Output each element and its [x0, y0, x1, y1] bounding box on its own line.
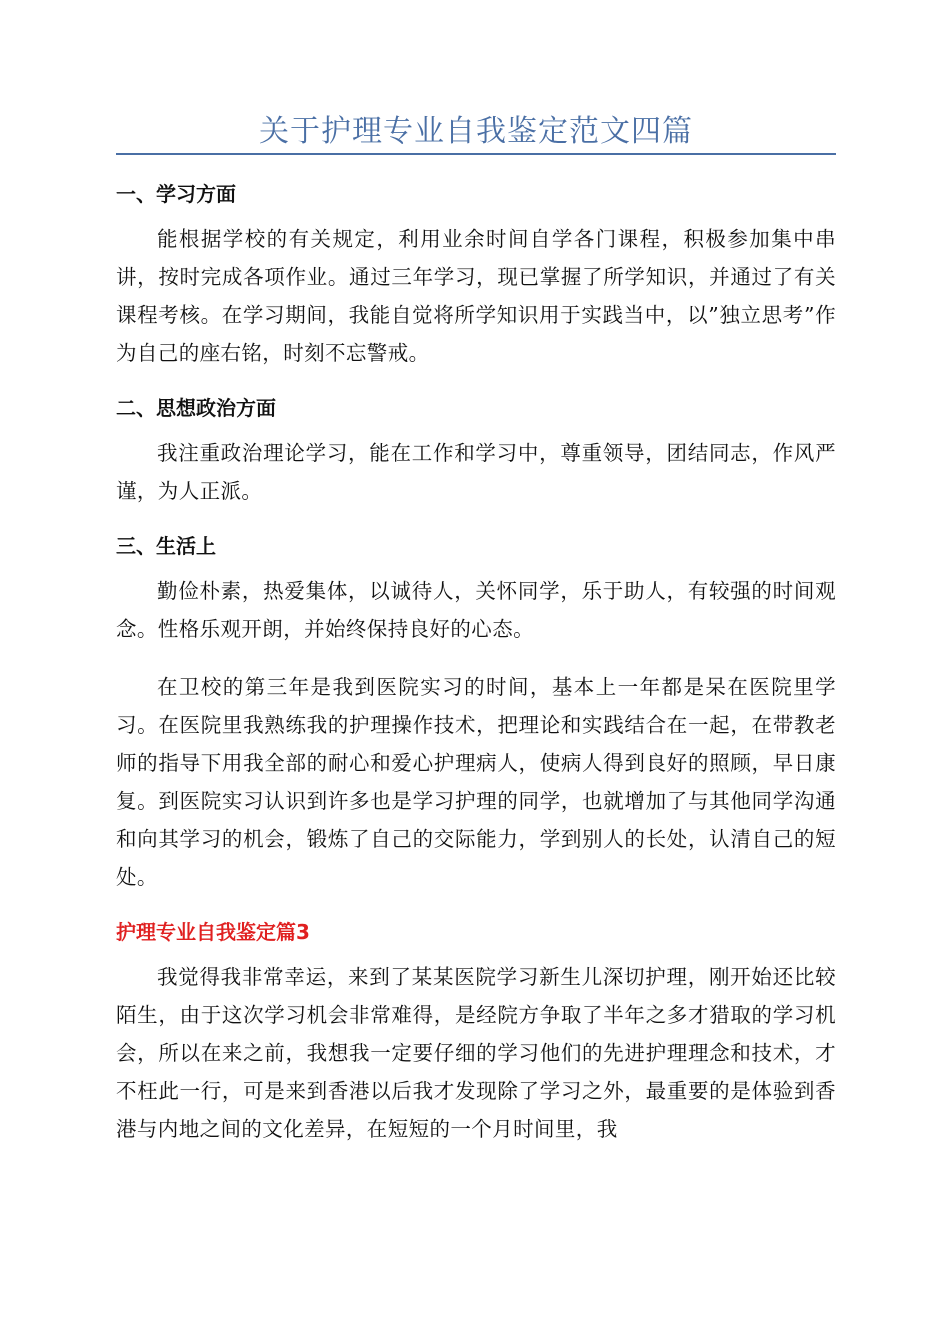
paragraph-life-2: 在卫校的第三年是我到医院实习的时间，基本上一年都是呆在医院里学习。在医院里我熟练我的护理操作技术，把理论和实践结合在一起，在带教老师的指导下用我全部的耐心和爱心护理病人，使病人得到良好的照顾，早日康复。到医院实习认识到许多也是学习护理的同学，也就增加了与其他同学沟通和向其学习的机会，锻炼了自己的交际能力，学到别人的长处，认清自己的短处。: [116, 675, 836, 889]
paragraph-life-1: 勤俭朴素，热爱集体，以诚待人，关怀同学，乐于助人，有较强的时间观念。性格乐观开朗，并始终保持良好的心态。: [116, 579, 836, 641]
paragraph-politics: 我注重政治理论学习，能在工作和学习中，尊重领导，团结同志，作风严谨，为人正派。: [116, 441, 836, 503]
document-title: 关于护理专业自我鉴定范文四篇: [259, 114, 693, 149]
paragraph-study: 能根据学校的有关规定，利用业余时间自学各门课程，积极参加集中串讲，按时完成各项作业。通过三年学习，现已掌握了所学知识，并通过了有关课程考核。在学习期间，我能自觉将所学知识用于实践当中，以”独立思考”作为自己的座右铭，时刻不忘警戒。: [116, 227, 836, 365]
section-heading-politics: 二、思想政治方面: [116, 396, 276, 420]
section-heading-study: 一、学习方面: [116, 182, 236, 206]
document-body: [116, 178, 836, 1148]
paragraph-article-3: 我觉得我非常幸运，来到了某某医院学习新生儿深切护理，刚开始还比较陌生，由于这次学习机会非常难得，是经院方争取了半年之多才猎取的学习机会，所以在来之前，我想我一定要仔细的学习他们的先进护理理念和技术，才不枉此一行，可是来到香港以后我才发现除了学习之外，最重要的是体验到香港与内地之间的文化差异，在短短的一个月时间里，我: [116, 965, 836, 1141]
title-underline: [116, 153, 836, 155]
section-heading-life: 三、生活上: [116, 534, 216, 558]
section-heading-article-3: 护理专业自我鉴定篇3: [116, 920, 310, 944]
